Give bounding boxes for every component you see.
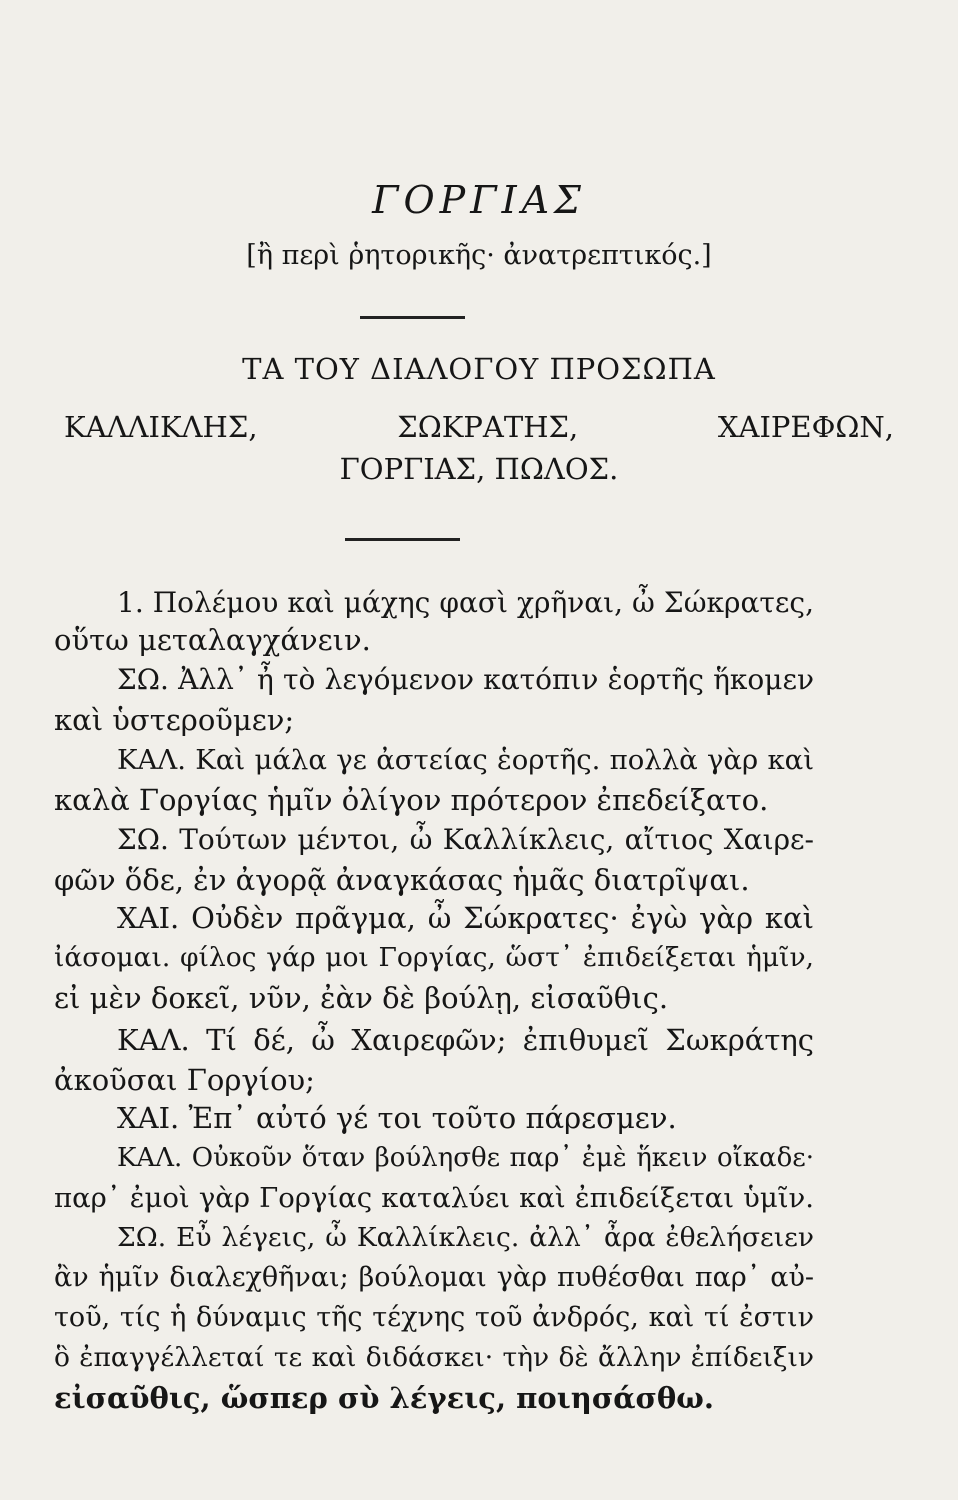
dialogue-title: ΓΟΡΓΙΑΣ xyxy=(372,178,586,222)
text-line: ὃ ἐπαγγέλλεταί τε καὶ διδάσκει· τὴν δὲ ἄλλην ἐπίδειξιν xyxy=(54,1342,814,1373)
text-line: παρ᾽ ἐμοὶ γὰρ Γοργίας καταλύει καὶ ἐπιδείξεται ὑμῖν. xyxy=(54,1182,814,1214)
text-line: εἰ μὲν δοκεῖ, νῦν, ἐὰν δὲ βούλῃ, εἰσαῦθις. xyxy=(54,981,669,1015)
text-line: φῶν ὅδε, ἐν ἀγορᾷ ἀναγκάσας ἡμᾶς διατρῖψαι. xyxy=(54,863,750,897)
text-line: ΣΩ. Τούτων μέντοι, ὦ Καλλίκλεις, αἴτιος Χαιρε- xyxy=(117,823,814,856)
text-line: ἂν ἡμῖν διαλεχθῆναι; βούλομαι γὰρ πυθέσθαι παρ᾽ αὐ- xyxy=(54,1262,814,1293)
divider-rule xyxy=(360,316,465,319)
text-line: καὶ ὑστεροῦμεν; xyxy=(54,703,295,737)
text-line: ΚΑΛ. Καὶ μάλα γε ἀστείας ἑορτῆς. πολλὰ γὰρ καὶ xyxy=(117,744,814,776)
text-line: οὕτω μεταλαγχάνειν. xyxy=(54,623,371,657)
persons-heading: ΤΑ ΤΟΥ ΔΙΑΛΟΓΟΥ ΠΡΟΣΩΠΑ xyxy=(242,352,716,386)
text-line: καλὰ Γοργίας ἡμῖν ὀλίγον πρότερον ἐπεδείξατο. xyxy=(54,783,769,817)
text-line: τοῦ, τίς ἡ δύναμις τῆς τέχνης τοῦ ἀνδρός, καὶ τί ἐστιν xyxy=(54,1302,814,1333)
text-line: ἀκοῦσαι Γοργίου; xyxy=(54,1063,315,1097)
text-line: 1. Πολέμου καὶ μάχης φασὶ χρῆναι, ὦ Σώκρατες, xyxy=(117,586,814,619)
text-line: ΣΩ. Εὖ λέγεις, ὦ Καλλίκλεις. ἀλλ᾽ ἆρα ἐθελήσειεν xyxy=(117,1222,814,1253)
text-line: ΣΩ. Ἀλλ᾽ ἦ τὸ λεγόμενον κατόπιν ἑορτῆς ἥκομεν xyxy=(117,663,814,696)
persons-names-line-1: ΚΑΛΛΙΚΛΗΣ, ΣΩΚΡΑΤΗΣ, ΧΑΙΡΕΦΩΝ, xyxy=(64,410,894,444)
dialogue-subtitle: [ἢ περὶ ῥητορικῆς· ἀνατρεπτικός.] xyxy=(246,240,712,271)
text-line: ΚΑΛ. Οὐκοῦν ὅταν βούλησθε παρ᾽ ἐμὲ ἥκειν οἴκαδε· xyxy=(117,1143,814,1173)
text-line: ΚΑΛ. Τί δέ, ὦ Χαιρεφῶν; ἐπιθυμεῖ Σωκράτης xyxy=(117,1023,814,1057)
text-line: ἰάσομαι. φίλος γάρ μοι Γοργίας, ὥστ᾽ ἐπιδείξεται ἡμῖν, xyxy=(54,942,814,973)
text-line: ΧΑΙ. Ἐπ᾽ αὐτό γέ τοι τοῦτο πάρεσμεν. xyxy=(117,1101,677,1135)
text-line: ΧΑΙ. Οὐδὲν πρᾶγμα, ὦ Σώκρατες· ἐγὼ γὰρ καὶ xyxy=(117,901,814,935)
persons-names-line-2: ΓΟΡΓΙΑΣ, ΠΩΛΟΣ. xyxy=(339,452,619,486)
text-line: εἰσαῦθις, ὥσπερ σὺ λέγεις, ποιησάσθω. xyxy=(54,1381,714,1415)
divider-rule xyxy=(345,538,460,541)
